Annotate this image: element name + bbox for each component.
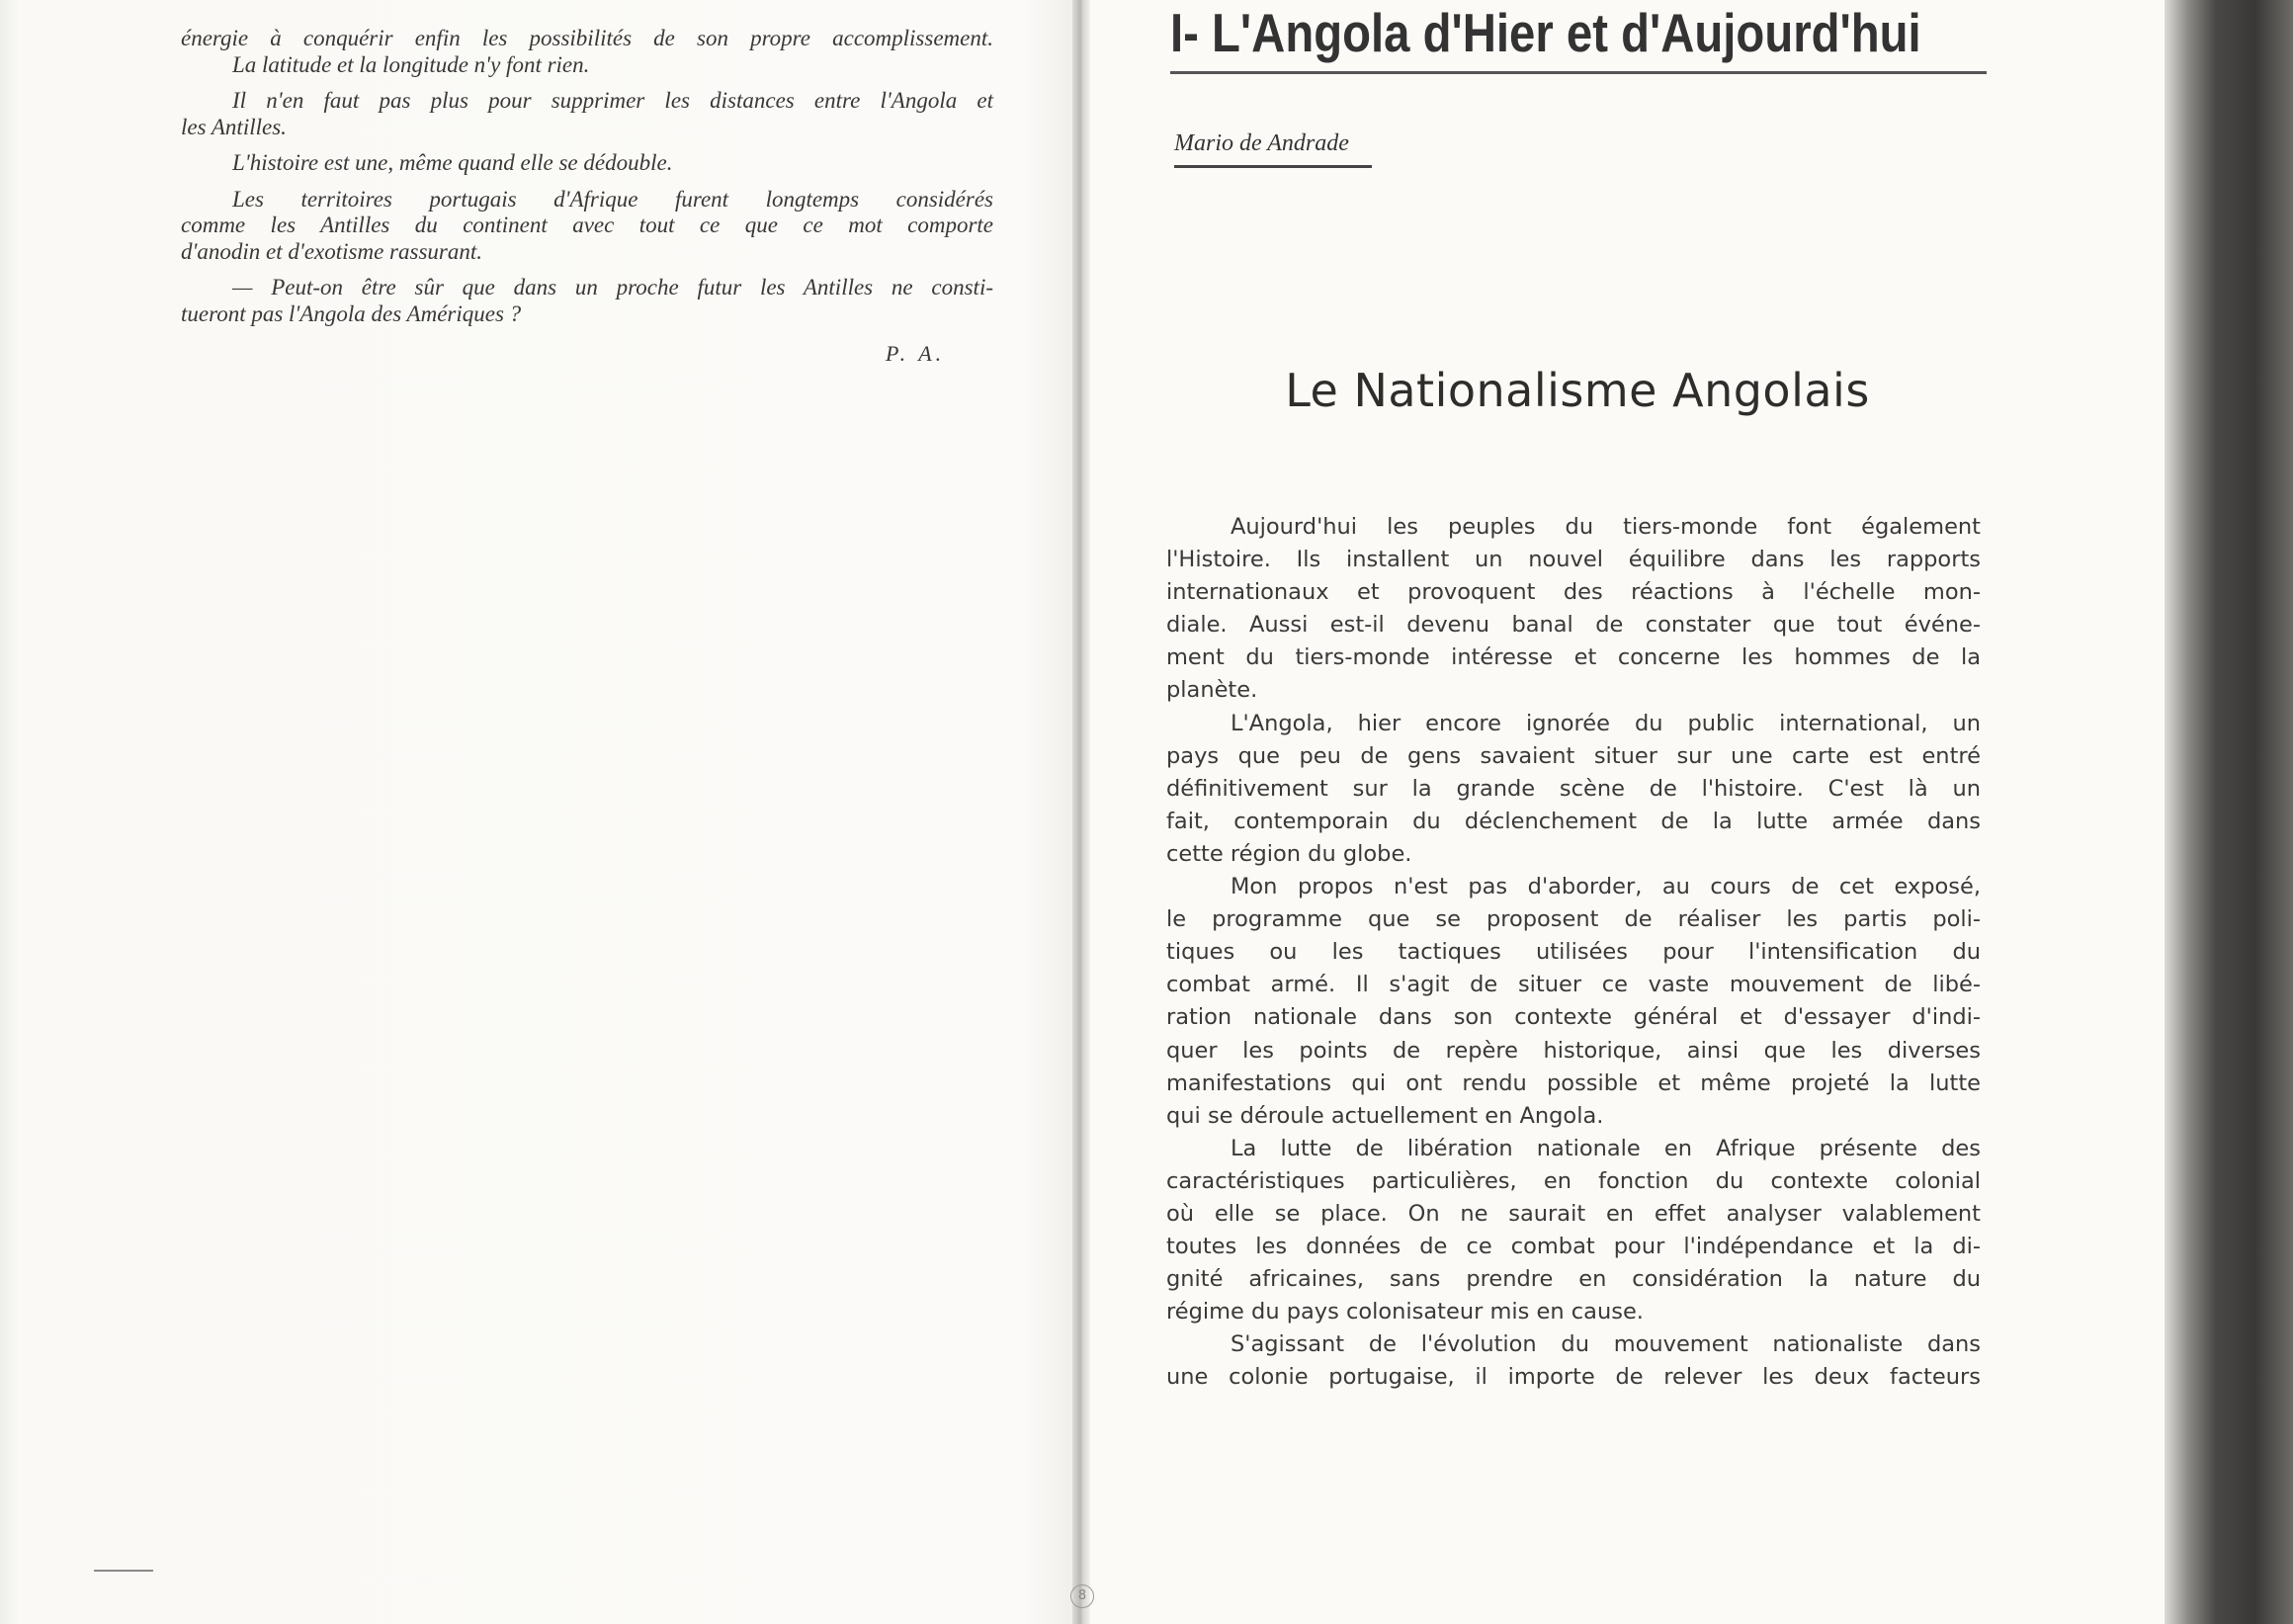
text-line: diale. Aussi est-il devenu banal de constater que tout événe- — [1166, 612, 1981, 639]
text-line: toutes les données de ce combat pour l'indépendance et la di- — [1166, 1234, 1981, 1260]
text-line: S'agissant de l'évolution du mouvement nationaliste dans — [1231, 1331, 1981, 1358]
text-line: combat armé. Il s'agit de situer ce vaste mouvement de libé- — [1166, 972, 1981, 998]
text-line: quer les points de repère historique, ainsi que les diverses — [1166, 1037, 1981, 1064]
scan-mark — [94, 1570, 153, 1572]
text-line: l'Histoire. Ils installent un nouvel équilibre dans les rapports — [1166, 547, 1981, 573]
text-line: d'anodin et d'exotisme rassurant. — [181, 238, 482, 264]
author-rule — [1174, 165, 1372, 168]
text-line: — Peut-on être sûr que dans un proche futur les Antilles ne consti- — [232, 275, 993, 299]
text-line: fait, contemporain du déclenchement de la lutte armée dans — [1166, 808, 1981, 834]
text-line: les Antilles. — [181, 114, 287, 139]
text-line: où elle se place. On ne saurait en effet analyser valablement — [1166, 1200, 1981, 1227]
text-line: La latitude et la longitude n'y font rien. — [232, 51, 590, 77]
text-line: définitivement sur la grande scène de l'histoire. C'est là un — [1166, 775, 1981, 802]
text-line: planète. — [1166, 677, 1258, 704]
text-line: tiques ou les tactiques utilisées pour l'intensification du — [1166, 939, 1981, 966]
text-line: cette région du globe. — [1166, 840, 1412, 867]
text-line: le programme que se proposent de réaliser les partis poli- — [1166, 906, 1981, 933]
text-line: tueront pas l'Angola des Amériques ? — [181, 300, 522, 326]
signature: P. A. — [886, 341, 946, 366]
section-title: I- L'Angola d'Hier et d'Aujourd'hui — [1170, 2, 1921, 63]
text-line: L'histoire est une, même quand elle se dédouble. — [232, 150, 673, 175]
text-line: qui se déroule actuellement en Angola. — [1166, 1102, 1604, 1129]
left-page-text — [181, 26, 993, 327]
text-line: internationaux et provoquent des réactions à l'échelle mon- — [1166, 579, 1981, 606]
text-line: manifestations qui ont rendu possible et même projeté la lutte — [1166, 1069, 1981, 1096]
book-gutter — [1072, 0, 1090, 1624]
text-line: caractéristiques particulières, en fonction du contexte colonial — [1166, 1167, 1981, 1194]
text-line: comme les Antilles du continent avec tout ce que ce mot comporte — [181, 213, 993, 237]
article-title: Le Nationalisme Angolais — [1285, 364, 1870, 417]
text-line: ration nationale dans son contexte général et d'essayer d'indi- — [1166, 1004, 1981, 1031]
text-line: Il n'en faut pas plus pour supprimer les distances entre l'Angola et — [232, 88, 993, 113]
title-rule — [1170, 71, 1987, 74]
article-body — [1166, 511, 1981, 1395]
text-line: Les territoires portugais d'Afrique furent longtemps considérés — [232, 186, 993, 212]
text-line: ment du tiers-monde intéresse et concerne les hommes de la — [1166, 644, 1981, 671]
author-name: Mario de Andrade — [1174, 130, 1349, 156]
text-line: pays que peu de gens savaient situer sur une carte est entré — [1166, 742, 1981, 769]
text-line: L'Angola, hier encore ignorée du public international, un — [1231, 710, 1981, 736]
text-line: régime du pays colonisateur mis en cause. — [1166, 1299, 1644, 1325]
text-line: La lutte de libération nationale en Afrique présente des — [1231, 1135, 1981, 1161]
text-line: gnité africaines, sans prendre en considération la nature du — [1166, 1266, 1981, 1293]
page-number-mark: 8 — [1070, 1584, 1094, 1608]
text-line: Mon propos n'est pas d'aborder, au cours de cet exposé, — [1231, 874, 1981, 900]
scan-edge-shadow — [2165, 0, 2293, 1624]
text-line: Aujourd'hui les peuples du tiers-monde font également — [1231, 514, 1981, 540]
text-line: énergie à conquérir enfin les possibilités de son propre accomplissement. — [181, 26, 993, 50]
text-line: une colonie portugaise, il importe de relever les deux facteurs — [1166, 1364, 1981, 1391]
